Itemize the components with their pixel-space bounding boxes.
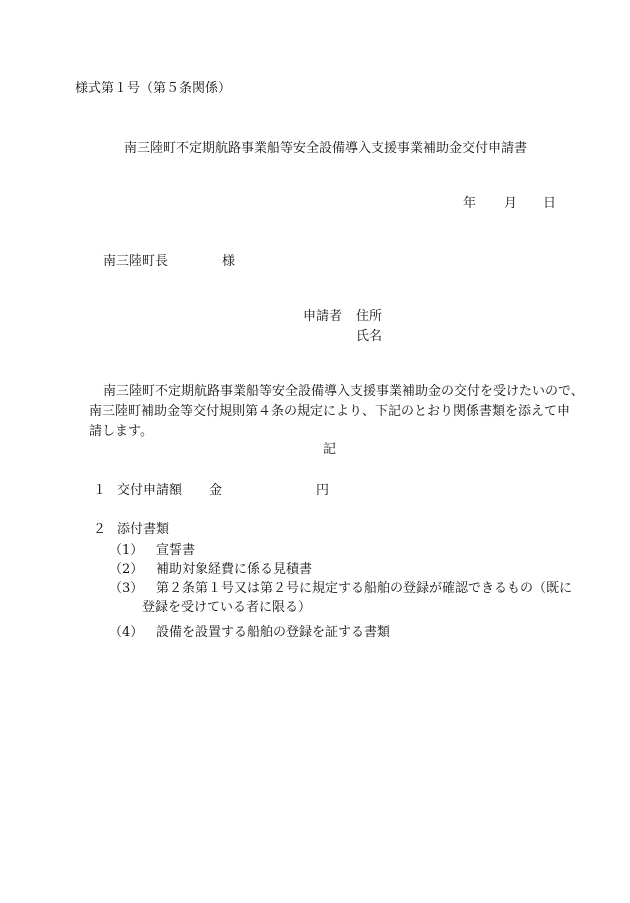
date-month-label: 月 (504, 196, 518, 211)
attachment-number: （1） (109, 543, 144, 558)
attachment-number: （3） (109, 581, 144, 596)
attachment-text: 補助対象経費に係る見積書 (156, 562, 313, 577)
attachment-number: （2） (109, 562, 144, 577)
date-year-label: 年 (463, 196, 477, 211)
item-number: １ (93, 483, 107, 498)
addressee-honorific: 様 (222, 254, 236, 269)
attachment-text: 宣誓書 (156, 543, 196, 558)
applicant-label: 申請者 (303, 309, 343, 324)
amount-unit: 円 (316, 483, 330, 498)
item-label-attachments: 添付書類 (117, 522, 170, 537)
attachment-number: （4） (109, 625, 144, 640)
addressee-name: 南三陸町長 (103, 254, 169, 269)
body-text-line: 請します。 (89, 424, 153, 439)
body-text-line: 南三陸町不定期航路事業船等安全設備導入支援事業補助金の交付を受けたいので、 (103, 384, 584, 399)
date-day-label: 日 (543, 196, 557, 211)
body-text-line: 南三陸町補助金等交付規則第４条の規定により、下記のとおり関係書類を添えて申 (89, 404, 571, 419)
document-title: 南三陸町不定期航路事業船等安全設備導入支援事業補助金交付申請書 (124, 141, 528, 156)
applicant-name-label: 氏名 (356, 329, 383, 344)
attachment-text: 第２条第１号又は第２号に規定する船舶の登録が確認できるもの（既に (156, 581, 573, 596)
form-number: 様式第１号（第５条関係） (75, 81, 232, 96)
item-number: ２ (93, 522, 107, 537)
ki-heading: 記 (323, 442, 337, 457)
attachment-text: 設備を設置する船舶の登録を証する書類 (156, 625, 391, 640)
applicant-address-label: 住所 (356, 309, 383, 324)
attachment-text-continuation: 登録を受けている者に限る） (142, 600, 312, 615)
item-label-amount: 交付申請額 (117, 483, 183, 498)
amount-prefix: 金 (209, 483, 223, 498)
